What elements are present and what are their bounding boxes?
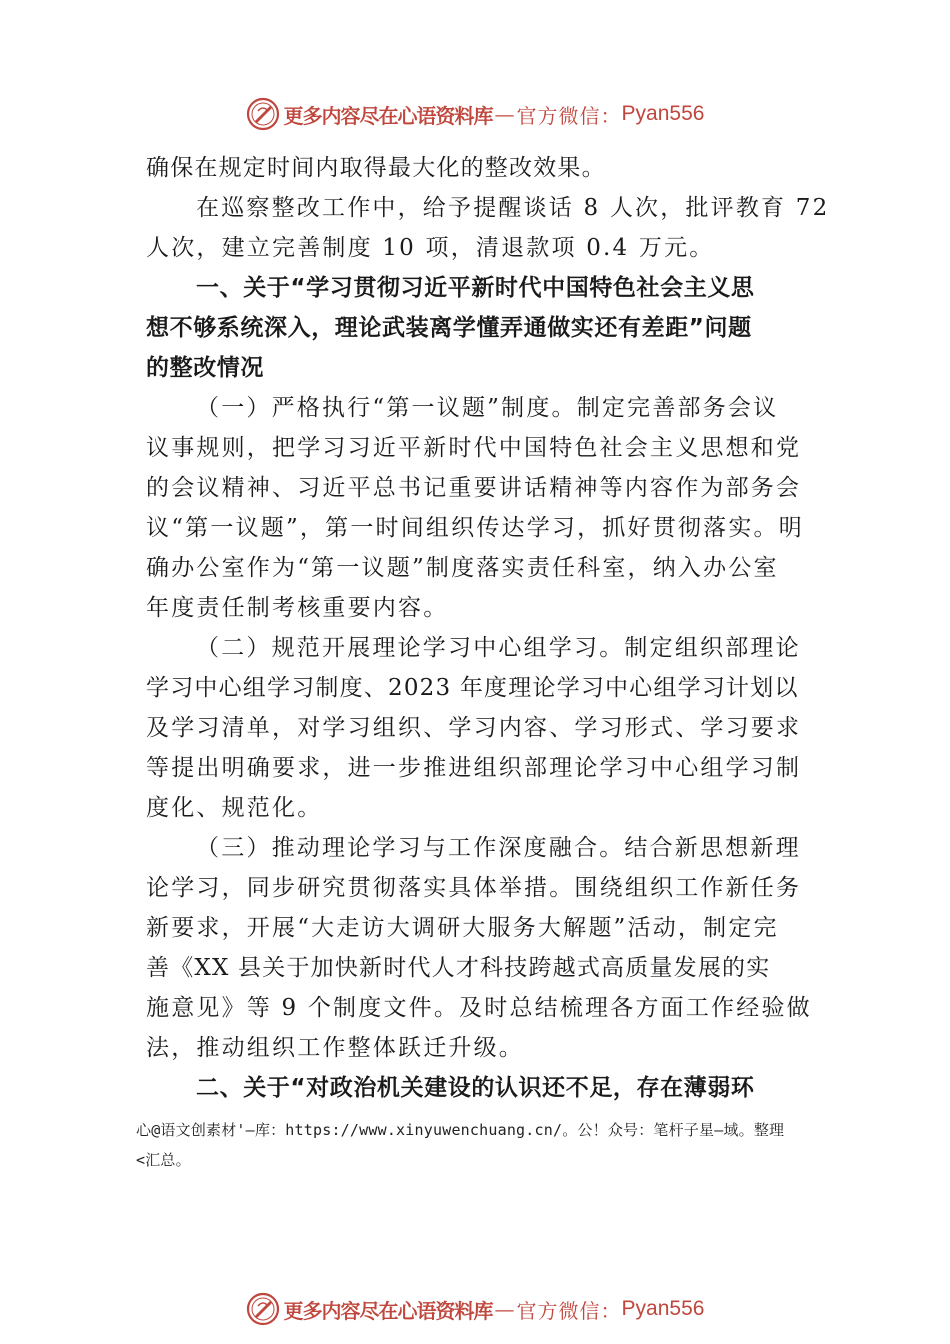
subsection-title: （三）推动理论学习与工作深度融合。 [196, 835, 625, 861]
paragraph-line: 学习中心组学习制度、2023 年度理论学习中心组学习计划以 [146, 675, 799, 701]
footer-note-line: 心@语文创素材'—库：https://www.xinyuwenchuang.cn/。公！众号：笔杆子星—域。整理 [136, 1121, 785, 1139]
watermark-wechat-id: Pyan556 [621, 1297, 705, 1320]
watermark-wechat-id: Pyan556 [621, 102, 705, 125]
watermark-brand: 更多内容尽在心语资料库 [283, 1298, 493, 1323]
paragraph-line: 法，推动组织工作整体跃迁升级。 [146, 1035, 524, 1061]
subsection-first-line [146, 628, 808, 668]
paragraph-line: 确保在规定时间内取得最大化的整改效果。 [146, 155, 606, 181]
section-heading: 想不够系统深入，理论武装离学懂弄通做实还有差距”问题 [146, 315, 752, 341]
footer-note-line: <汇总。 [136, 1151, 191, 1169]
paragraph-line: 度化、规范化。 [146, 795, 323, 821]
watermark-wechat-label: 官方微信： [516, 103, 622, 128]
paragraph-line: 在巡察整改工作中，给予提醒谈话 8 人次，批评教育 72 [196, 195, 830, 221]
seal-icon [246, 1292, 280, 1326]
paragraph-line: 善《XX 县关于加快新时代人才科技跨越式高质量发展的实 [146, 955, 771, 981]
document-body [146, 148, 830, 1108]
subsection-first-line [146, 828, 808, 868]
section-heading: 二、关于“对政治机关建设的认识还不足，存在薄弱环 [196, 1075, 755, 1101]
paragraph-line: 及学习清单，对学习组织、学习内容、学习形式、学习要求 [146, 715, 802, 741]
section-heading: 的整改情况 [146, 355, 264, 381]
paragraph-text: 制定完善部务会议 [576, 395, 779, 421]
paragraph-text: 结合新思想新理 [624, 835, 801, 861]
subsection-first-line [146, 388, 808, 428]
paragraph-line: 施意见》等 9 个制度文件。及时总结梳理各方面工作经验做 [146, 995, 812, 1021]
paragraph-line: 论学习，同步研究贯彻落实具体举措。围绕组织工作新任务 [146, 875, 802, 901]
subsection-title: （二）规范开展理论学习中心组学习。 [196, 635, 625, 661]
paragraph-text: 制定组织部理论 [624, 635, 801, 661]
watermark-banner-bottom [0, 1289, 950, 1329]
watermark-separator: — [494, 102, 515, 126]
paragraph-line: 人次，建立完善制度 10 项，清退款项 0.4 万元。 [146, 235, 715, 261]
paragraph-line: 议事规则，把学习习近平新时代中国特色社会主义思想和党 [146, 435, 802, 461]
watermark-wechat-label: 官方微信： [516, 1298, 622, 1323]
paragraph-line: 等提出明确要求，进一步推进组织部理论学习中心组学习制 [146, 755, 802, 781]
seal-icon [246, 97, 280, 131]
paragraph-line: 议“第一议题”，第一时间组织传达学习，抓好贯彻落实。明 [146, 515, 804, 541]
footer-source-note [136, 1115, 846, 1175]
section-heading: 一、关于“学习贯彻习近平新时代中国特色社会主义思 [196, 275, 755, 301]
watermark-brand: 更多内容尽在心语资料库 [283, 103, 493, 128]
watermark-banner-top [0, 94, 950, 134]
paragraph-line: 年度责任制考核重要内容。 [146, 595, 449, 621]
paragraph-line: 的会议精神、习近平总书记重要讲话精神等内容作为部务会 [146, 475, 802, 501]
paragraph-line: 新要求，开展“大走访大调研大服务大解题”活动，制定完 [146, 915, 779, 941]
watermark-separator: — [494, 1297, 515, 1321]
subsection-title: （一）严格执行“第一议题”制度。 [196, 395, 577, 421]
paragraph-line: 确办公室作为“第一议题”制度落实责任科室，纳入办公室 [146, 555, 779, 581]
